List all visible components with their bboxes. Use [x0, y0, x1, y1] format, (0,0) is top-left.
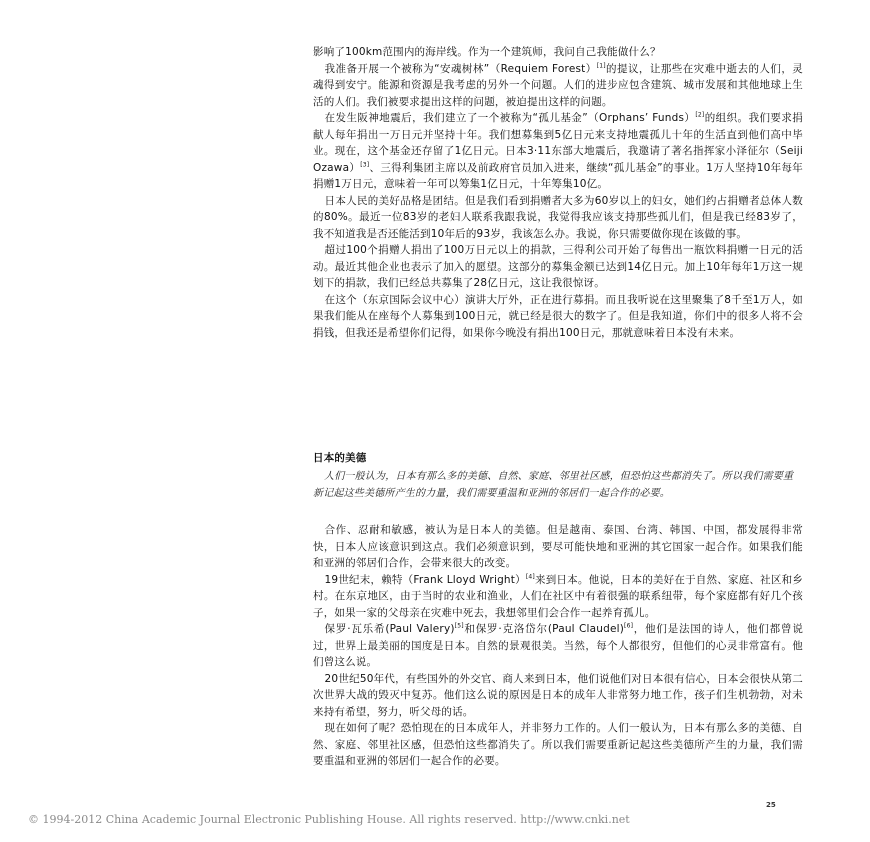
reference-mark: [4]	[525, 573, 535, 580]
paragraph: 在发生阪神地震后，我们建立了一个被称为“孤儿基金”（Orphans’ Funds）[2]的组织。我们要求捐献人每年捐出一万日元并坚持十年。我们想募集到5亿日元来支持地震孤儿十年的生活直到他们高中毕业。现在，这个基金还存留了1亿日元。日本3·11东部大地震后，我邀请了著名指挥家小泽征尔（Seiji Ozawa）[3]、三得利集团主席以及前政府官员加入进来，继续“孤儿基金”的事业。1万人坚持10年每年捐赠1万日元，意味着一年可以筹集1亿日元，十年筹集10亿。	[313, 111, 803, 190]
reference-mark: [6]	[624, 622, 634, 630]
paragraph: 影响了100km范围内的海岸线。作为一个建筑师，我问自己我能做什么？	[313, 46, 661, 58]
paragraph: 19世纪末，赖特（Frank Lloyd Wright）[4]来到日本。他说，日本的美好在于自然、家庭、社区和乡村。在东京地区，由于当时的农业和渔业，人们在社区中有着很强的联系纽带，每个家庭都有好几个孩子，如果一家的父母亲在灾难中死去，我想邻里们会合作一起养育孤儿。	[313, 573, 803, 619]
reference-mark: [5]	[454, 622, 464, 630]
paragraph: 现在如何了呢？恐怕现在的日本成年人，并非努力工作的。人们一般认为，日本有那么多的美德、自然、家庭、邻里社区感，但恐怕这些都消失了。所以我们需要重新记起这些美德所产生的力量，我们需要重温和亚洲的邻居们一起合作的必要。	[313, 722, 803, 767]
article-body-top	[313, 44, 803, 341]
reference-mark: [1]	[596, 62, 606, 69]
paragraph: 保罗·瓦乐希(Paul Valery)[5]和保罗·克洛岱尔(Paul Claudel)[6]，他们是法国的诗人，他们都曾说过，世界上最美丽的国度是日本。自然的景观很美。当然，每个人都很穷，但他们的心灵非常富有。他们曾这么说。	[313, 622, 804, 668]
reference-mark: [2]	[695, 111, 705, 119]
section-lead: 人们一般认为，日本有那么多的美德、自然、家庭、邻里社区感，但恐怕这些都消失了。所以我们需要重新记起这些美德所产生的力量，我们需要重温和亚洲的邻居们一起合作的必要。	[313, 471, 794, 499]
copyright-footer: © 1994-2012 China Academic Journal Electronic Publishing House. All rights reserved. http://www.cnki.net	[28, 813, 630, 826]
page-number: 25	[766, 801, 776, 809]
paragraph: 日本人民的美好品格是团结。但是我们看到捐赠者大多为60岁以上的妇女，她们约占捐赠者总体人数的80%。最近一位83岁的老妇人联系我跟我说，我觉得我应该支持那些孤儿们，但是我已经83岁了，我不知道我是否还能活到10年后的93岁，我该怎么办。我说，你只需要做你现在该做的事。	[313, 194, 803, 240]
paragraph: 合作、忍耐和敏感，被认为是日本人的美德。但是越南、泰国、台湾、韩国、中国，都发展得非常快，日本人应该意识到这点。我们必须意识到，要尽可能快地和亚洲的其它国家一起合作。如果我们能和亚洲的邻居们合作，会带来很大的改变。	[313, 524, 803, 569]
paragraph: 20世纪50年代，有些国外的外交官、商人来到日本，他们说他们对日本很有信心，日本会很快从第二次世界大战的毁灭中复苏。他们这么说的原因是日本的成年人非常努力地工作，孩子们生机勃勃，对未来持有希望，努力，听父母的话。	[313, 672, 803, 718]
section-heading: 日本的美德	[313, 452, 367, 464]
paragraph: 我准备开展一个被称为“安魂树林”（Requiem Forest）[1]的提议，让那些在灾难中逝去的人们，灵魂得到安宁。能源和资源是我考虑的另外一个问题。人们的进步应包含建筑、城市发展和其他地球上生活的人们。我们被要求提出这样的问题，被迫提出这样的问题。	[313, 62, 803, 108]
reference-mark: [3]	[360, 161, 370, 168]
paragraph: 超过100个捐赠人捐出了100万日元以上的捐款，三得利公司开始了每售出一瓶饮料捐赠一日元的活动。最近其他企业也表示了加入的愿望。这部分的募集金额已达到14亿日元。加上10年每年1万这一规划下的捐款，我们已经总共募集了28亿日元，这让我很惊讶。	[313, 244, 803, 289]
section-virtues	[313, 451, 803, 770]
paragraph: 在这个（东京国际会议中心）演讲大厅外，正在进行募捐。而且我听说在这里聚集了8千至1万人，如果我们能从在座每个人募集到100日元，就已经是很大的数字了。但是我知道，你们中的很多人将不会捐钱，但我还是希望你们记得，如果你今晚没有捐出100日元，那就意味着日本没有未来。	[313, 293, 803, 339]
